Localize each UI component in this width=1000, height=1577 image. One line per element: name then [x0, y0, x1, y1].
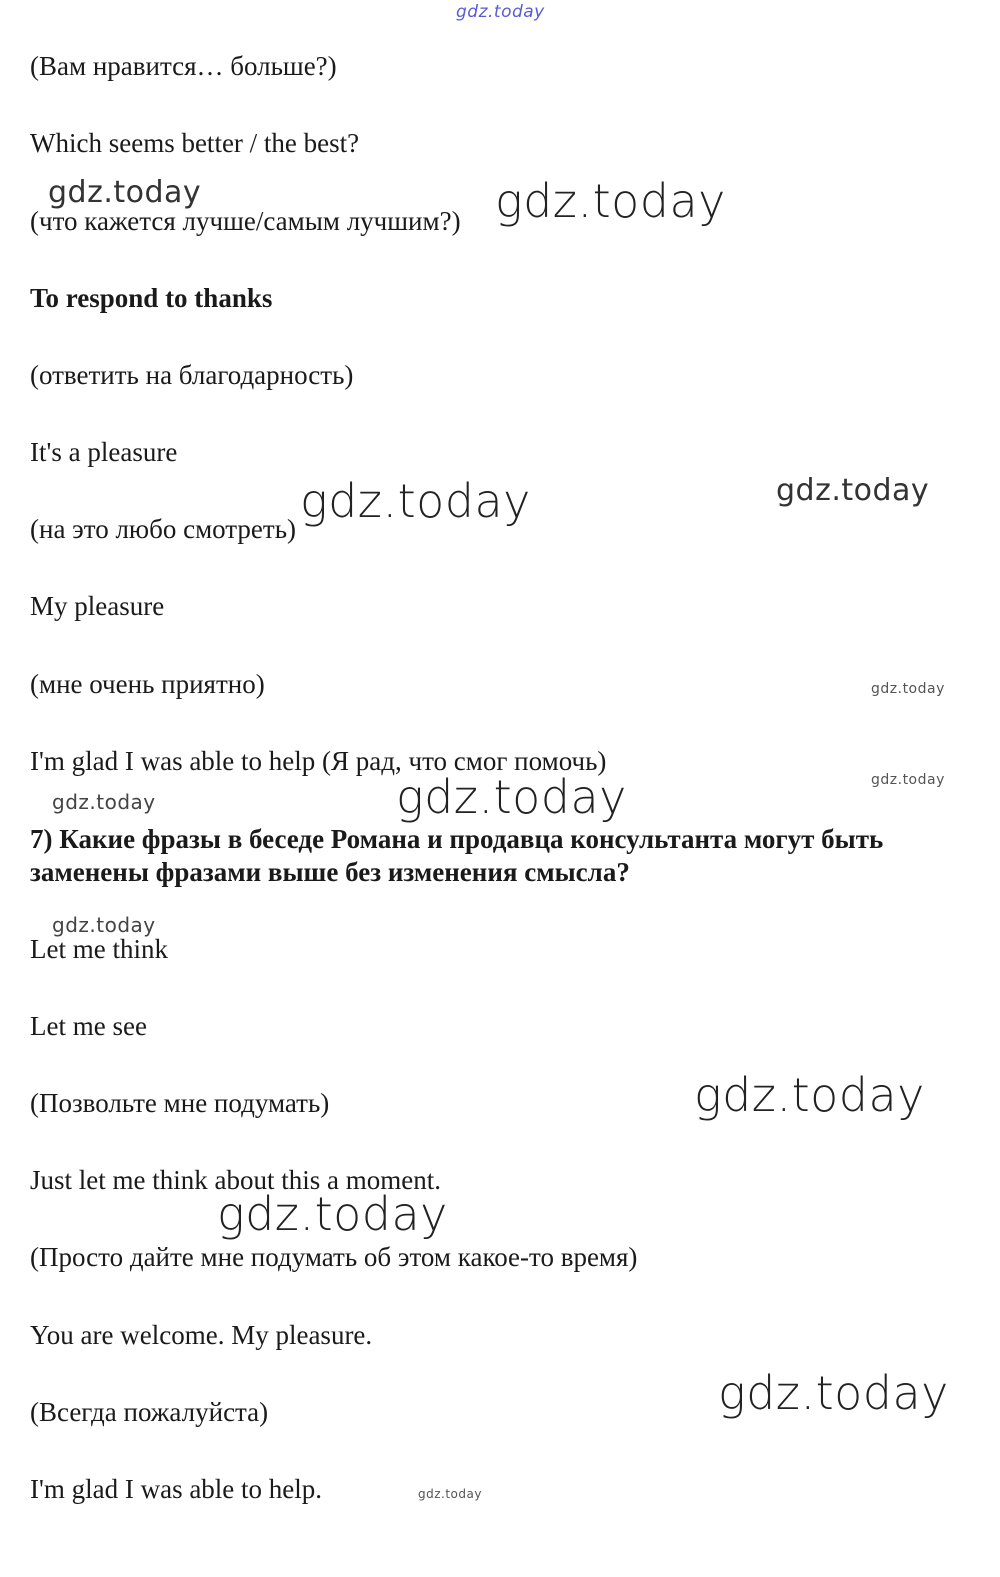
text-line: (Просто дайте мне подумать об этом какое-то время) — [30, 1242, 638, 1272]
question-heading: 7) Какие фразы в беседе Романа и продавца консультанта могут быть заменены фразами выше без изменения смысла? — [30, 824, 884, 887]
watermark-top: gdz.today — [456, 2, 545, 22]
watermark: gdz.today — [718, 1366, 949, 1420]
watermark: gdz.today — [52, 790, 156, 814]
text-line: (Вам нравится… больше?) — [30, 51, 337, 81]
watermark: gdz.today — [48, 175, 202, 210]
text-line: Let me see — [30, 1011, 147, 1041]
section-heading: To respond to thanks — [30, 283, 273, 313]
watermark: gdz.today — [694, 1068, 925, 1122]
text-line: I'm glad I was able to help (Я рад, что смог помочь) — [30, 746, 607, 776]
watermark: gdz.today — [217, 1187, 448, 1241]
watermark: gdz.today — [871, 772, 945, 788]
text-line: (что кажется лучше/самым лучшим?) — [30, 206, 461, 236]
text-line: (ответить на благодарность) — [30, 360, 354, 390]
text-line: You are welcome. My pleasure. — [30, 1320, 373, 1350]
watermark: gdz.today — [776, 473, 930, 508]
text-line: Let me think — [30, 934, 168, 964]
text-line: (мне очень приятно) — [30, 669, 265, 699]
text-line: Just let me think about this a moment. — [30, 1165, 441, 1195]
text-line: (на это любо смотреть) — [30, 514, 297, 544]
watermark: gdz.today — [418, 1487, 482, 1501]
watermark: gdz.today — [396, 770, 627, 824]
text-line: It's a pleasure — [30, 437, 178, 467]
text-line: (Всегда пожалуйста) — [30, 1397, 269, 1427]
text-line: My pleasure — [30, 591, 165, 621]
watermark: gdz.today — [871, 681, 945, 697]
watermark: gdz.today — [52, 913, 156, 937]
text-line: (Позвольте мне подумать) — [30, 1088, 330, 1118]
watermark: gdz.today — [495, 174, 726, 228]
text-line: Which seems better / the best? — [30, 128, 360, 158]
watermark: gdz.today — [300, 474, 531, 528]
text-line: I'm glad I was able to help. — [30, 1474, 323, 1504]
